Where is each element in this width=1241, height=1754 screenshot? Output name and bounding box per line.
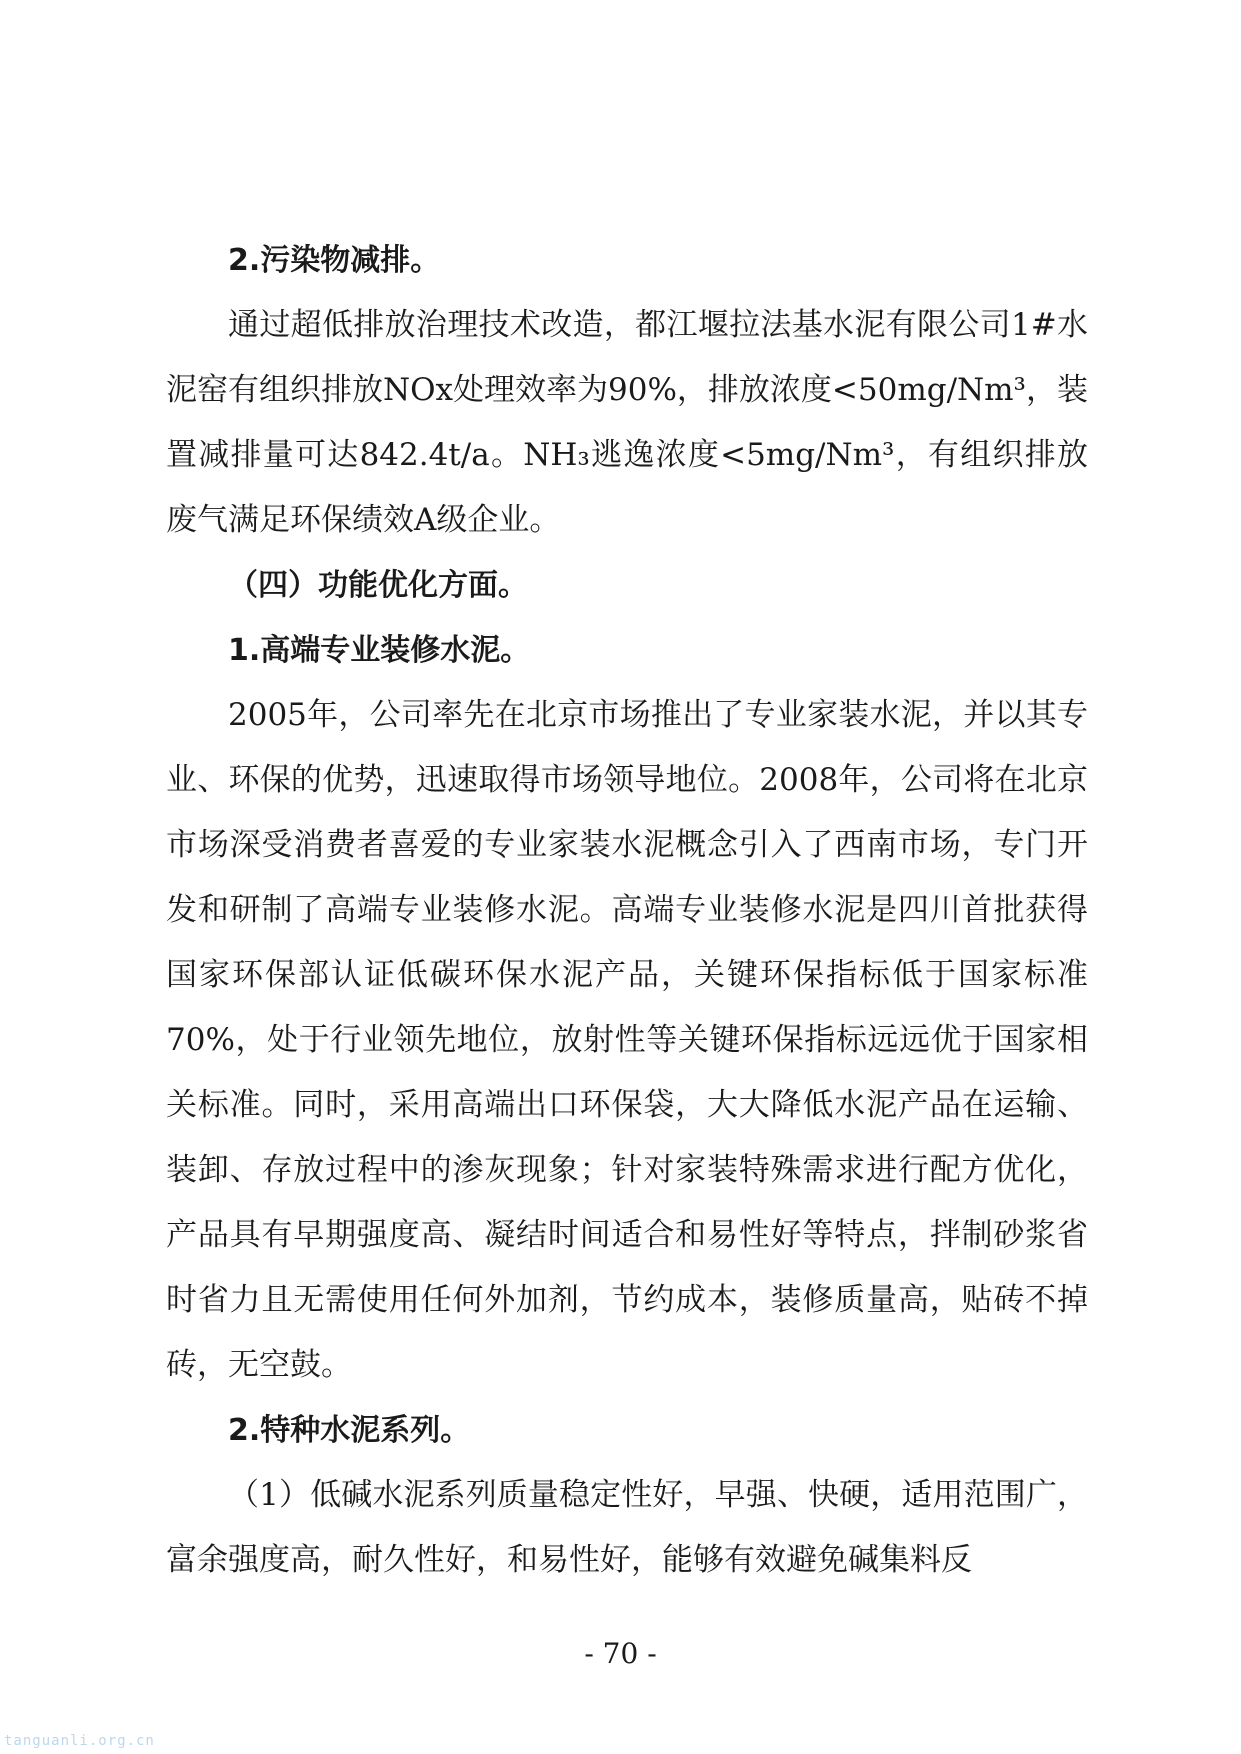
heading-decoration-cement: 1.高端专业装修水泥。: [228, 633, 531, 668]
heading-function-optimization: （四）功能优化方面。: [228, 568, 528, 603]
paragraph-decoration-cement: 2005年，公司率先在北京市场推出了专业家装水泥，并以其专业、环保的优势，迅速取得市场领导地位。2008年，公司将在北京市场深受消费者喜爱的专业家装水泥概念引入了西南市场，专门开发和研制了高端专业装修水泥。高端专业装修水泥是四川首批获得国家环保部认证低碳环保水泥产品，关键环保指标低于国家标准70%，处于行业领先地位，放射性等关键环保指标远远优于国家相关标准。同时，采用高端出口环保袋，大大降低水泥产品在运输、装卸、存放过程中的渗灰现象；针对家装特殊需求进行配方优化，产品具有早期强度高、凝结时间适合和易性好等特点，拌制砂浆省时省力且无需使用任何外加剂，节约成本，装修质量高，贴砖不掉砖，无空鼓。: [166, 697, 1088, 1383]
paragraph-low-alkali-cement: （1）低碱水泥系列质量稳定性好，早强、快硬，适用范围广，富余强度高，耐久性好，和易性好，能够有效避免碱集料反: [166, 1477, 1088, 1578]
watermark: tanguanli.org.cn: [4, 1733, 155, 1749]
document-body: [166, 228, 1088, 1593]
heading-special-cement: 2.特种水泥系列。: [228, 1413, 471, 1448]
heading-pollutant-reduction: 2.污染物减排。: [228, 243, 441, 278]
paragraph-pollutant-reduction: 通过超低排放治理技术改造，都江堰拉法基水泥有限公司1#水泥窑有组织排放NOx处理效率为90%，排放浓度<50mg/Nm³，装置减排量可达842.4t/a。NH₃逃逸浓度<5mg/Nm³，有组织排放废气满足环保绩效A级企业。: [166, 307, 1088, 538]
page-number: - 70 -: [584, 1637, 657, 1670]
